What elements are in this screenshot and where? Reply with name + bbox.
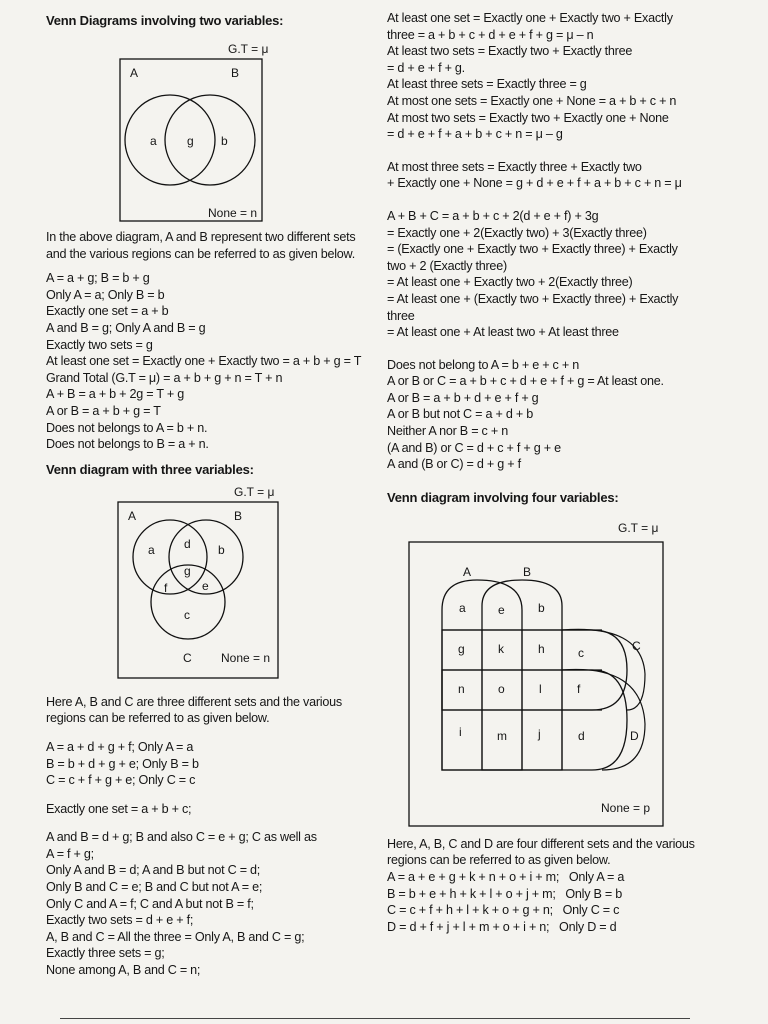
text-line: regions can be referred to as given below.	[387, 853, 611, 868]
cell-label: c	[578, 645, 584, 660]
heading-two-variables: Venn Diagrams involving two variables:	[46, 13, 284, 28]
none-label: None = p	[601, 800, 651, 815]
region-e: e	[202, 578, 209, 593]
text-line: Exactly two sets = d + e + f;	[46, 913, 194, 928]
text-line: + Exactly one + None = g + d + e + f + a + b + c + n = μ	[387, 176, 682, 191]
text-line: = Exactly one + 2(Exactly two) + 3(Exactly three)	[387, 225, 647, 240]
region-f: f	[164, 580, 168, 595]
formulas-three-b	[46, 829, 376, 978]
cell-label: o	[498, 681, 505, 696]
text-line: = At least one + At least two + At least three	[387, 325, 619, 340]
text-line: Only A = a; Only B = b	[46, 287, 165, 302]
text-line: A, B and C = All the three = Only A, B and C = g;	[46, 929, 305, 944]
venn-diagram-three	[80, 482, 330, 682]
set-d-shape	[442, 670, 627, 770]
text-line: D = d + f + j + l + m + o + i + n; Only D = d	[387, 919, 617, 934]
cell-label: f	[577, 681, 581, 696]
formulas-at-least	[387, 10, 717, 143]
region-d: d	[184, 536, 191, 551]
text-line: and the various regions can be referred to as given below.	[46, 246, 355, 261]
cell-label: e	[498, 602, 505, 617]
text-line: A = a + d + g + f; Only A = a	[46, 739, 194, 754]
text-line: Exactly one set = a + b	[46, 304, 169, 319]
formulas-two	[46, 270, 376, 453]
cell-label: j	[538, 726, 541, 741]
text-line: (A and B) or C = d + c + f + g + e	[387, 440, 561, 455]
venn-diagram-four	[387, 514, 687, 834]
text-line: At most three sets = Exactly three + Exactly two	[387, 159, 642, 174]
text-line: Does not belong to A = b + e + c + n	[387, 357, 579, 372]
text-line: A or B or C = a + b + c + d + e + f + g = At least one.	[387, 374, 664, 389]
set-a-label: A	[128, 508, 137, 523]
region-a: a	[148, 542, 155, 557]
text-line: Grand Total (G.T = μ) = a + b + g + n = T + n	[46, 370, 283, 385]
heading-four-variables: Venn diagram involving four variables:	[387, 489, 619, 505]
text-line: A or B = a + b + g = T	[46, 403, 161, 418]
text-line: = At least one + (Exactly two + Exactly three) + Exactly	[387, 291, 679, 306]
formulas-at-most-three	[387, 159, 717, 192]
cell-label: l	[539, 681, 542, 696]
text-line: Does not belongs to A = b + n.	[46, 420, 208, 435]
cell-label: b	[538, 600, 545, 615]
text-line: = (Exactly one + Exactly two + Exactly three) + Exactly	[387, 242, 678, 257]
venn-four-svg	[387, 514, 687, 834]
text-line: Exactly three sets = g;	[46, 946, 165, 961]
universal-rect	[409, 542, 663, 826]
intro-three	[46, 694, 376, 727]
set-c-label: C	[183, 650, 192, 665]
region-b: b	[218, 542, 225, 557]
text-line: Here, A, B, C and D are four different sets and the various	[387, 836, 695, 851]
text-line: two + 2 (Exactly three)	[387, 258, 507, 273]
formulas-sum	[387, 208, 717, 341]
set-b-label: B	[234, 508, 243, 523]
text-line: C = c + f + h + l + k + o + g + n; Only C = c	[387, 903, 620, 918]
right-column	[387, 10, 717, 935]
circle-a	[125, 95, 215, 185]
text-line: Neither A nor B = c + n	[387, 424, 508, 439]
set-c-label: C	[632, 638, 641, 653]
set-d-arc	[562, 669, 645, 770]
text-line: At most two sets = Exactly two + Exactly one + None	[387, 110, 669, 125]
text-line: B = b + e + h + k + l + o + j + m; Only B = b	[387, 886, 623, 901]
text-line: At least one set = Exactly one + Exactly two + Exactly	[387, 11, 673, 25]
text-line: C = c + f + g + e; Only C = c	[46, 773, 196, 788]
cell-label: g	[458, 641, 465, 656]
formulas-three-a	[46, 739, 376, 789]
set-b-label: B	[231, 66, 240, 80]
circle-b	[165, 95, 255, 185]
text-line: At least one set = Exactly one + Exactly two = a + b + g = T	[46, 354, 362, 369]
heading-three-variables: Venn diagram with three variables:	[46, 461, 254, 477]
text-line: B = b + d + g + e; Only B = b	[46, 756, 199, 771]
cell-label: m	[497, 728, 507, 743]
region-b: b	[221, 134, 228, 148]
gt-label: G.T = μ	[618, 520, 659, 535]
intro-four	[387, 836, 717, 869]
venn-three-svg	[80, 482, 330, 682]
none-label: None = n	[208, 206, 258, 220]
text-line: three	[387, 308, 415, 323]
region-c: c	[184, 607, 190, 622]
text-line: A + B = a + b + 2g = T + g	[46, 387, 184, 402]
left-column	[46, 12, 376, 979]
footer-rule	[60, 1018, 690, 1019]
text-line: In the above diagram, A and B represent two different sets	[46, 230, 356, 244]
text-line: A and B = g; Only A and B = g	[46, 320, 206, 335]
text-line: A = a + g; B = b + g	[46, 271, 150, 286]
text-line: Does not belongs to B = a + n.	[46, 437, 209, 452]
formulas-four	[387, 869, 717, 935]
region-g: g	[184, 563, 191, 578]
text-line: A and (B or C) = d + g + f	[387, 457, 521, 472]
text-line: None among A, B and C = n;	[46, 963, 201, 978]
text-line: = d + e + f + g.	[387, 60, 465, 75]
text-line: A or B but not C = a + d + b	[387, 407, 533, 422]
venn-two-svg	[80, 35, 330, 225]
text-line: regions can be referred to as given below.	[46, 711, 270, 726]
cell-label: n	[458, 681, 465, 696]
text-line: A or B = a + b + d + e + f + g	[387, 390, 539, 405]
region-g: g	[187, 134, 194, 148]
set-a-label: A	[130, 66, 139, 80]
cell-label: h	[538, 641, 545, 656]
cell-label: i	[459, 724, 462, 739]
none-label: None = n	[221, 650, 271, 665]
text-line: Exactly two sets = g	[46, 337, 153, 352]
text-line: A = a + e + g + k + n + o + i + m; Only A = a	[387, 870, 625, 885]
exactly-one-line: Exactly one set = a + b + c;	[46, 801, 192, 816]
venn-diagram-two	[80, 35, 330, 225]
cell-label: a	[459, 600, 466, 615]
text-line: A = f + g;	[46, 846, 94, 861]
text-line: = d + e + f + a + b + c + n = μ – g	[387, 127, 563, 142]
text-line: = At least one + Exactly two + 2(Exactly three)	[387, 275, 633, 290]
gt-label: G.T = μ	[234, 484, 275, 499]
text-line: At least three sets = Exactly three = g	[387, 77, 587, 92]
gt-label: G.T = μ	[228, 42, 269, 56]
text-line: A and B = d + g; B and also C = e + g; C as well as	[46, 830, 317, 845]
circle-a	[133, 520, 207, 594]
region-a: a	[150, 134, 157, 148]
set-a-label: A	[463, 564, 472, 579]
text-line: Only A and B = d; A and B but not C = d;	[46, 863, 261, 878]
formulas-belong	[387, 357, 717, 473]
text-line: A + B + C = a + b + c + 2(d + e + f) + 3g	[387, 208, 599, 223]
set-b-label: B	[523, 564, 532, 579]
text-line: Here A, B and C are three different sets and the various	[46, 694, 342, 709]
text-line: Only C and A = f; C and A but not B = f;	[46, 896, 254, 911]
text-line: three = a + b + c + d + e + f + g = μ – n	[387, 27, 594, 42]
cell-label: d	[578, 728, 585, 743]
set-d-label: D	[630, 728, 639, 743]
text-line: Only B and C = e; B and C but not A = e;	[46, 880, 263, 895]
text-line: At least two sets = Exactly two + Exactly three	[387, 44, 633, 59]
intro-two	[46, 229, 376, 262]
text-line: At most one sets = Exactly one + None = a + b + c + n	[387, 93, 677, 108]
cell-label: k	[498, 641, 504, 656]
